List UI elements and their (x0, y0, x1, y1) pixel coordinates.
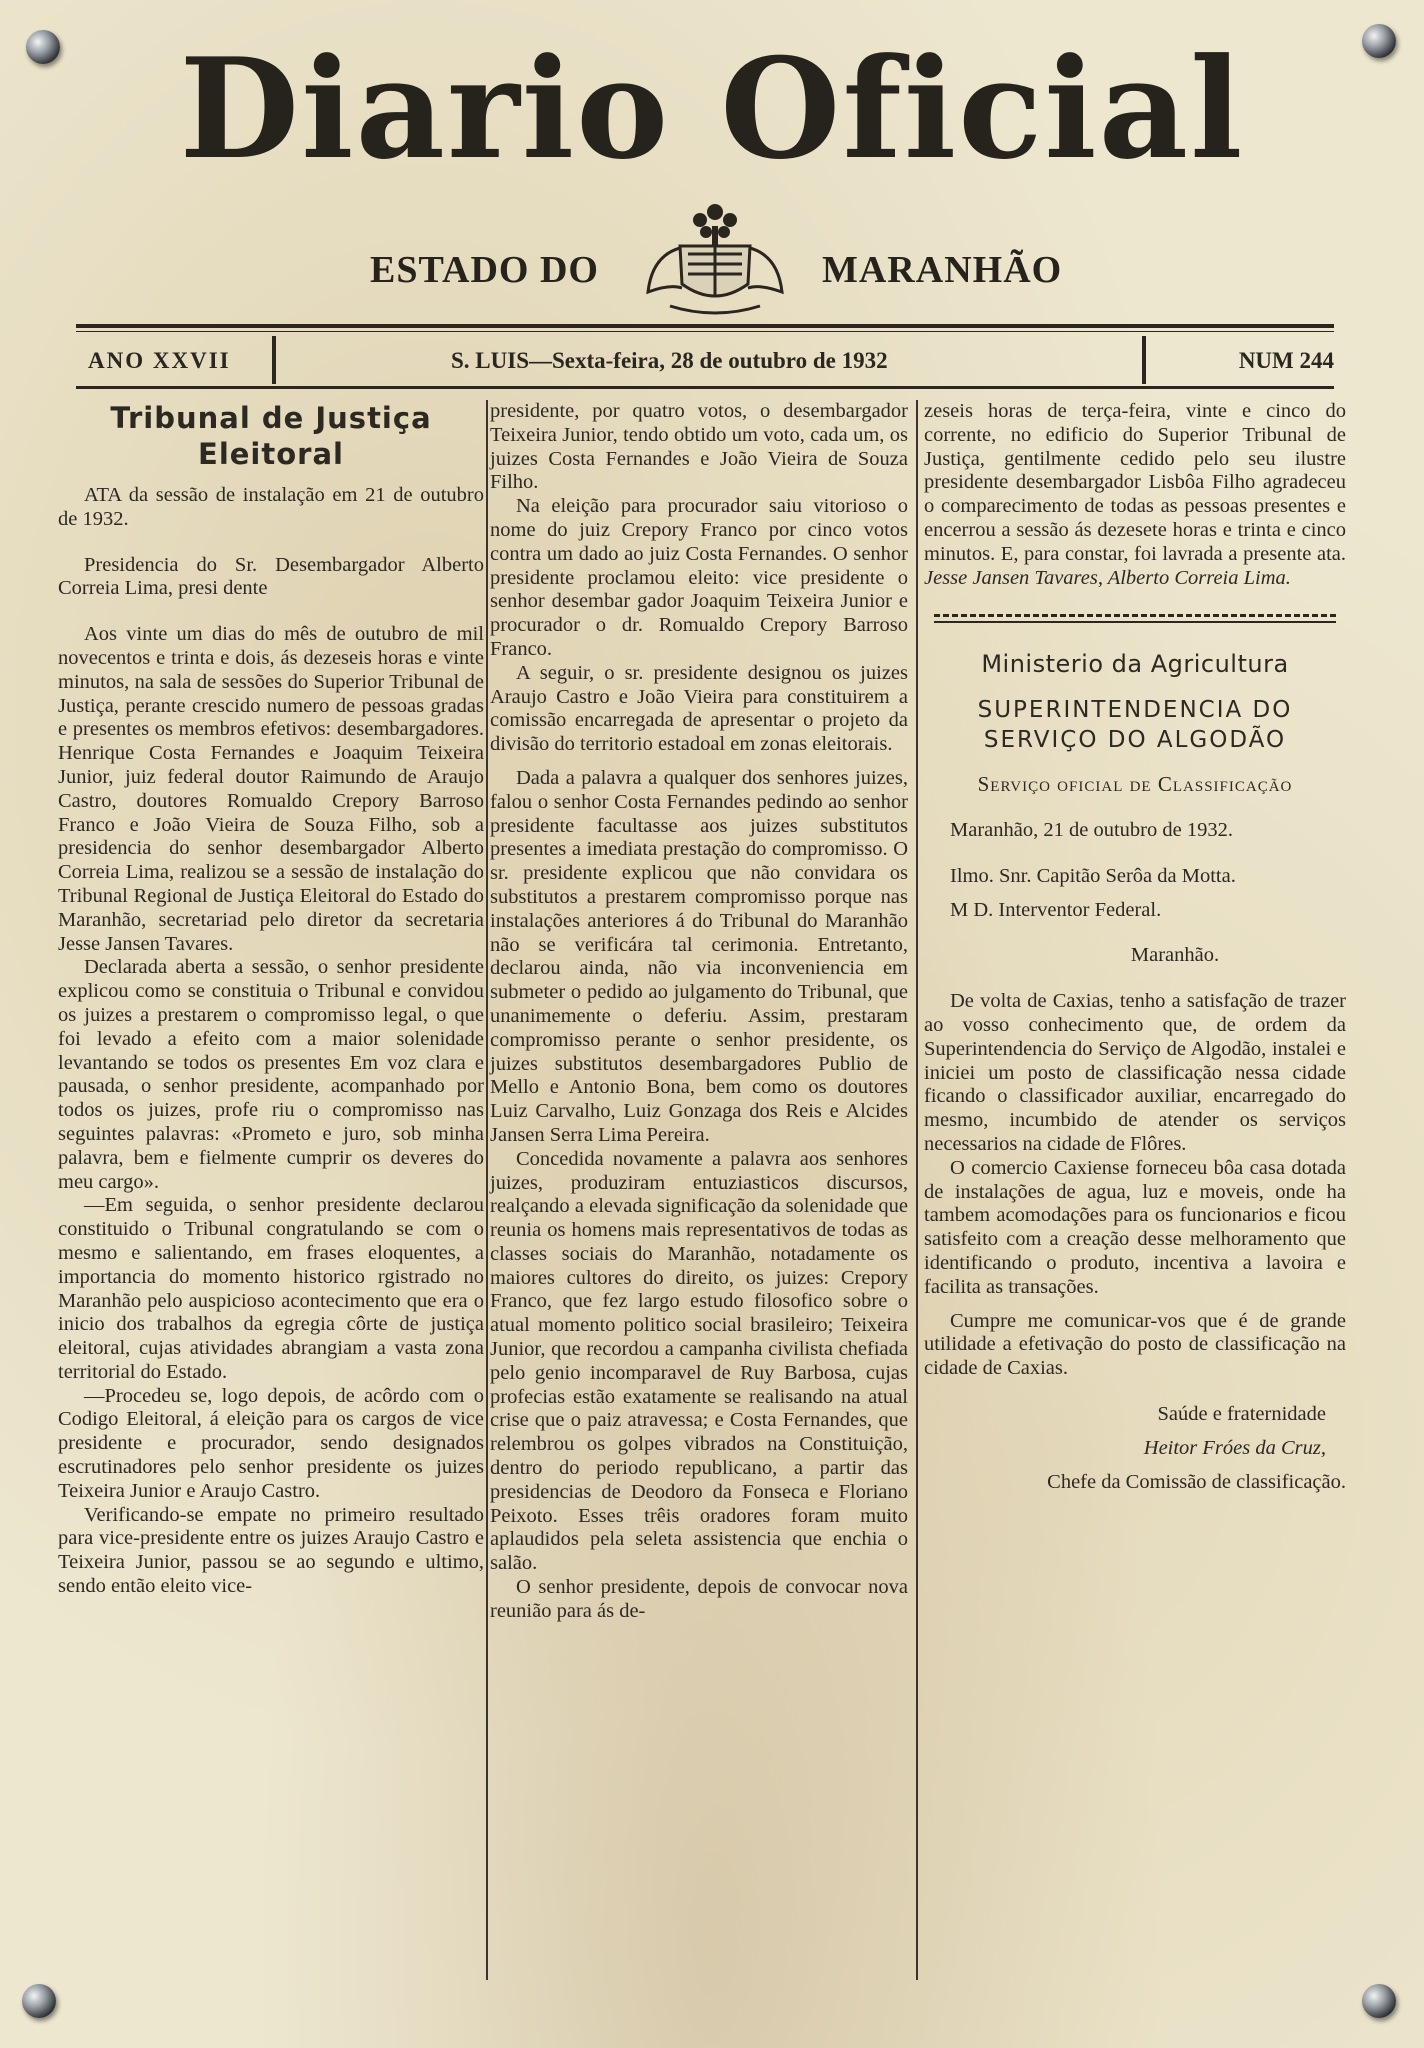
info-bar-divider (272, 336, 276, 384)
article-paragraph: —Em seguida, o senhor presidente declarou constituido o Tribunal congratulando se com o mesmo e salientando, em frases eloquentes, a importancia do momento historico rgistrado no Maranhão pelo auspicioso acontecimento que era o inicio dos trabalhos da egregia côrte de justiça eleitoral, cujas atividades abrangiam a vasta zona territorial do Estado. (58, 1194, 484, 1383)
article-paragraph: A seguir, o sr. presidente designou os juizes Araujo Castro e João Vieira para constituirem a comissão encarregada de apresentar o projeto da divisão do territorio estadoal em zonas eleitorais. (490, 661, 908, 756)
article-paragraph: presidente, por quatro votos, o desembargador Teixeira Junior, tendo obtido um voto, cada um, os juizes Costa Fernandes e João Vieira de Souza Filho. (490, 400, 908, 494)
volume-year: ANO XXVII (88, 348, 231, 373)
article-paragraph: Na eleição para procurador saiu vitorioso o nome do juiz Crepory Franco por cinco votos contra um dado ao juiz Costa Fernandes. O senhor presidente proclamou eleito: vice presidente o senhor desembar gador Joaquim Teixeira Junior e procurador o dr. Romualdo Crepory Barroso Franco. (490, 495, 908, 660)
letter-closing: Saúde e fraternidade (1157, 1402, 1326, 1425)
state-label-right: MARANHÃO (822, 249, 1063, 291)
column-divider (916, 400, 918, 1980)
info-bar-divider (1142, 336, 1146, 384)
letter-paragraph: Cumpre me comunicar-vos que é de grande utilidade a efetivação do posto de classificação na cidade de Caxias. (924, 1309, 1346, 1380)
bottom-rule (76, 386, 1334, 389)
letter-date: Maranhão, 21 de outubro de 1932. (950, 818, 1233, 841)
letter-city: Maranhão. (1130, 944, 1220, 967)
letter-paragraph: O comercio Caxiense forneceu bôa casa dotada de instalações de agua, luz e moveis, onde ha tambem acomodações para os funcionarios e ficou satisfeito com a creação desse melhoramento que identificando o produto, incentiva a lavoira e facilita as transações. (924, 1156, 1346, 1298)
letter-signer: Heitor Fróes da Cruz, (1143, 1436, 1326, 1459)
column-divider (486, 400, 488, 1980)
article-paragraph: zeseis horas de terça-feira, vinte e cinco do corrente, no edificio do Superior Tribunal de Justiça, gentilmente cedido pelo seu ilustre presidente desembargador Lisbôa Filho agradeceu o comparecimento de todas as pessoas presentes e encerrou a sessão ás dezesete horas e trinta e cinco minutos. E, para constar, foi lavrada a presente ata. Jesse Jansen Tavares, Alberto Correia Lima. (924, 400, 1346, 589)
article-paragraph: Verificando-se empate no primeiro resultado para vice-presidente entre os juizes Araujo Castro e Teixeira Junior, passou se ao segundo e ultimo, sendo então eleito vice- (58, 1503, 484, 1598)
info-bar (76, 336, 1334, 384)
presidencia-line: Presidencia do Sr. Desembargador Alberto Correia Lima, presi dente (58, 553, 484, 600)
servico-subheading: Serviço oficial de Classificação (977, 772, 1293, 797)
ata-line: ATA da sessão de instalação em 21 de outubro de 1932. (58, 484, 484, 530)
article-paragraph: Declarada aberta a sessão, o senhor presidente explicou como se constituia o Tribunal e convidou os juizes a prestarem o compromisso legal, o que foi levado a efeito com a maior solenidade levantando se todos os presentes Em voz clara e pausada, o senhor presidente, acompanhado por todos os juizes, profe riu o compromisso nas seguintes palavras: «Prometo e juro, sob minha palavra, bem e fielmente cumprir os deveres do meu cargo». (58, 956, 484, 1193)
article-paragraph: Aos vinte um dias do mês de outubro de mil novecentos e trinta e dois, ás dezeseis horas e vinte minutos, na sala de sessões do Superior Tribunal de Justiça, perante crescido numero de pessoas gradas e presentes os membros efetivos: desembargadores. Henrique Costa Fernandes e Joaquim Teixeira Junior, juiz federal doutor Raimundo de Araujo Castro, doutores Romualdo Crepory Barroso Franco e João Vieira de Souza Filho, sob a presidencia do senhor desembargador Alberto Correia Lima, realizou se a sessão de instalação do Tribunal Regional de Justiça Eleitoral do Estado do Maranhão, secretariad pelo diretor da secretaria Jesse Jansen Tavares. (58, 623, 484, 955)
mounting-pin-bottom-right (1362, 1984, 1396, 2018)
issue-number: NUM 244 (1238, 348, 1334, 373)
state-label-left: ESTADO DO (370, 249, 599, 291)
letter-paragraph: De volta de Caxias, tenho a satisfação de trazer ao vosso conhecimento que, de ordem da Superintendencia do Serviço de Algodão, instalei e iniciei um posto de classificação nessa cidade ficando o classificador auxiliar, encarregado do mesmo, incumbido de atender os serviços necessarios na cidade de Flôres. (924, 990, 1346, 1155)
article-paragraph: —Procedeu se, logo depois, de acôrdo com o Codigo Eleitoral, á eleição para os cargos de vice presidente e procurador, sendo designados escrutinadores pelo senhor presidente os juizes Teixeira Junior e Araujo Castro. (58, 1384, 484, 1502)
letter-title: M D. Interventor Federal. (950, 898, 1162, 921)
superintendencia-heading: SUPERINTENDENCIA DO SERVIÇO DO ALGODÃO (977, 697, 1293, 754)
article-paragraph: Concedida novamente a palavra aos senhores juizes, produziram entuziasticos discursos, realçando a elevada significação da solenidade que reunia os homens mais representativos de todas as classes sociais do Maranhão, notadamente os maiores cultores do direito, os juizes: Crepory Franco, que fez largo estudo filosofico sobre o atual momento politico social brasileiro; Teixeira Junior, que recordou a campanha civilista chefiada pelo genio incomparavel de Ruy Barbosa, cujas profecias estão exatamente se realisando na atual crise que o paiz atravessa; e Costa Fernandes, que relembrou os golpes vibrados na Constituição, dentro do periodo republicano, a partir das presidencias de Deodoro da Fonseca e Floriano Peixoto. Esses trêis oradores foram muito aplaudidos pela seleta assistencia que enchia o salão. (490, 1147, 908, 1575)
article-paragraph: O senhor presidente, depois de convocar nova reunião para ás de- (490, 1576, 908, 1622)
letter-signer-title: Chefe da Comissão de classificação. (1047, 1470, 1346, 1493)
issue-date: S. LUIS—Sexta-feira, 28 de outubro de 1932 (451, 348, 888, 373)
column-3 (924, 400, 1346, 1494)
top-double-rule (76, 324, 1334, 328)
article-paragraph: Dada a palavra a qualquer dos senhores juizes, falou o senhor Costa Fernandes pedindo ao senhor presidente facultasse aos juizes substitutos presentes a imediata prestação do compromisso. O sr. presidente explicou que não convidara os substitutos a prestarem compromisso porque nas instalações anteriores á do Tribunal do Maranhão não se verificára tal cerimonia. Entretanto, declarou ainda, não via inconveniencia em submeter o pedido ao julgamento do Tribunal, que unanimemente o deferiu. Assim, prestaram compromisso perante o senhor presidente, os juizes substitutos desembargadores Publio de Mello e Antonio Bona, bem como os doutores Luiz Carvalho, Luiz Gonzaga dos Reis e Alcides Jansen Serra Lima Pereira. (490, 766, 908, 1146)
mounting-pin-bottom-left (22, 1984, 56, 2018)
article-title: Tribunal de Justiça Eleitoral (110, 401, 432, 471)
newspaper-title: Diario Oficial (179, 27, 1245, 190)
letter-addressee: Ilmo. Snr. Capitão Serôa da Motta. (950, 864, 1236, 887)
column-1 (58, 400, 484, 1599)
column-2 (490, 400, 908, 1624)
section-divider (934, 614, 1336, 623)
top-thin-rule (76, 331, 1334, 332)
ata-signatures: Jesse Jansen Tavares, Alberto Correia Lima. (924, 566, 1291, 589)
coat-of-arms-icon (640, 196, 790, 320)
ministry-heading: Ministerio da Agricultura (981, 650, 1289, 679)
